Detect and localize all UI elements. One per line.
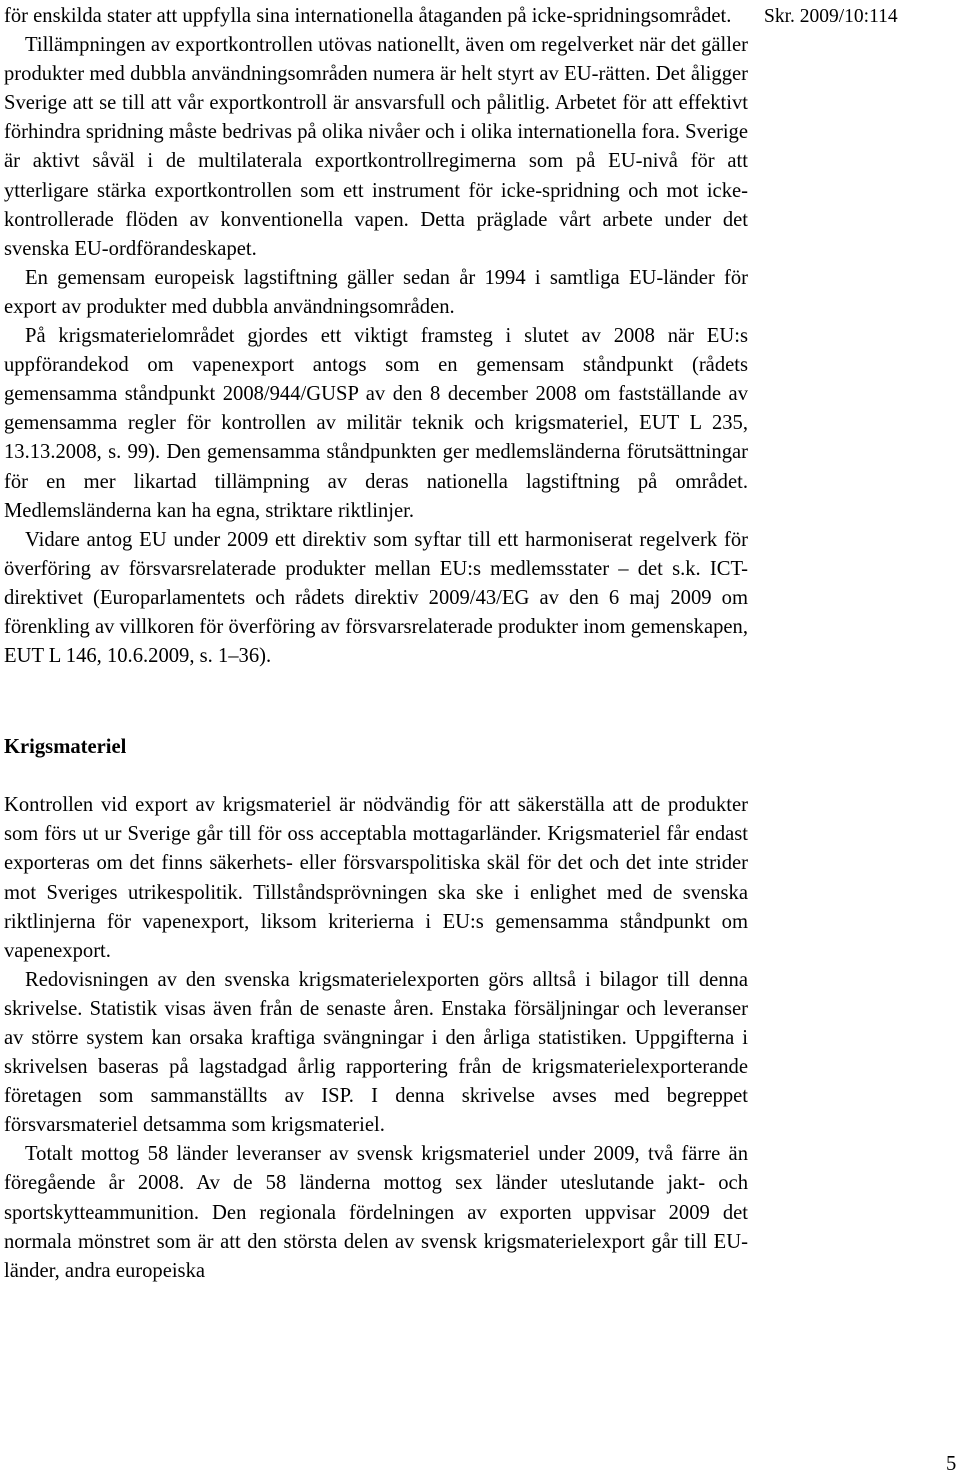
section-heading: Krigsmateriel	[4, 736, 127, 759]
body-paragraph: Totalt mottog 58 länder leveranser av svensk krigsmateriel under 2009, två färre än föregående år 2008. Av de 58 länderna mottog sex länder uteslutande jakt- och sportskytteammunition. Den regionala fördelningen av exporten uppvisar 2009 det normala mönstret som är att den största delen av svensk krigsmaterielexport går till EU-länder, andra europeiska	[4, 1143, 748, 1282]
body-paragraph: Redovisningen av den svenska krigsmaterielexporten görs alltså i bilagor till denna skrivelse. Statistik visas även från de senaste åren. Enstaka försäljningar och leveranser av större system kan orsaka kraftiga svängningar i den årliga statistiken. Uppgifterna i skrivelsen baseras på lagstadgad årlig rapportering från de krigsmaterielexporterande företagen som sammanställts av ISP. I denna skrivelse avses med begreppet försvarsmateriel detsamma som krigsmateriel.	[4, 968, 748, 1137]
body-paragraph: Kontrollen vid export av krigsmateriel är nödvändig för att säkerställa att de produkter som förs ut ur Sverige går till för oss acceptabla mottagarländer. Krigsmateriel får endast exporteras om det finns säkerhets- eller försvarspolitiska skäl för det och det inte strider mot Sveriges utrikespolitik. Tillståndsprövningen ska ske i enlighet med de svenska riktlinjerna för vapenexport, liksom kriterierna i EU:s gemensamma ståndpunkt om vapenexport.	[4, 794, 748, 962]
document-reference: Skr. 2009/10:114	[764, 6, 898, 27]
document-body	[4, 2, 748, 1286]
body-paragraph: Vidare antog EU under 2009 ett direktiv som syftar till ett harmoniserat regelverk för överföring av försvarsrelaterade produkter mellan EU:s medlemsstater – det s.k. ICT-direktivet (Europarlamentets och rådets direktiv 2009/43/EG av den 6 maj 2009 om förenkling av villkoren för överföring av försvarsrelaterade produkter inom gemenskapen, EUT L 146, 10.6.2009, s. 1–36).	[4, 528, 748, 668]
body-paragraph: Tillämpningen av exportkontrollen utövas nationellt, även om regelverket när det gäller produkter med dubbla användningsområden numera är helt styrt av EU-rätten. Det åligger Sverige att se till att vår exportkontroll är ansvarsfull och pålitlig. Arbetet för att effektivt förhindra spridning måste bedrivas på olika nivåer och i olika internationella fora. Sverige är aktivt såväl i de multilaterala exportkontrollregimerna som på EU-nivå för att ytterligare stärka exportkontrollen som ett instrument för icke-spridning och mot icke-kontrollerade flöden av konventionella vapen. Detta präglade vårt arbete under det svenska EU-ordförandeskapet.	[4, 34, 748, 260]
body-paragraph: En gemensam europeisk lagstiftning gäller sedan år 1994 i samtliga EU-länder för export av produkter med dubbla användningsområden.	[4, 266, 748, 318]
body-paragraph: På krigsmaterielområdet gjordes ett viktigt framsteg i slutet av 2008 när EU:s uppförandekod om vapenexport antogs som en gemensam ståndpunkt (rådets gemensamma ståndpunkt 2008/944/GUSP av den 8 december 2008 om fastställande av gemensamma regler för kontrollen av militär teknik och krigsmateriel, EUT L 235, 13.13.2008, s. 99). Den gemensamma ståndpunkten ger medlemsländerna förutsättningar för en mer likartad tillämpning av deras nationella lagstiftning på området. Medlemsländerna kan ha egna, striktare riktlinjer.	[4, 325, 748, 522]
page-number: 5	[946, 1453, 957, 1475]
body-paragraph: för enskilda stater att uppfylla sina internationella åtaganden på icke-spridningsområdet.	[4, 5, 732, 27]
